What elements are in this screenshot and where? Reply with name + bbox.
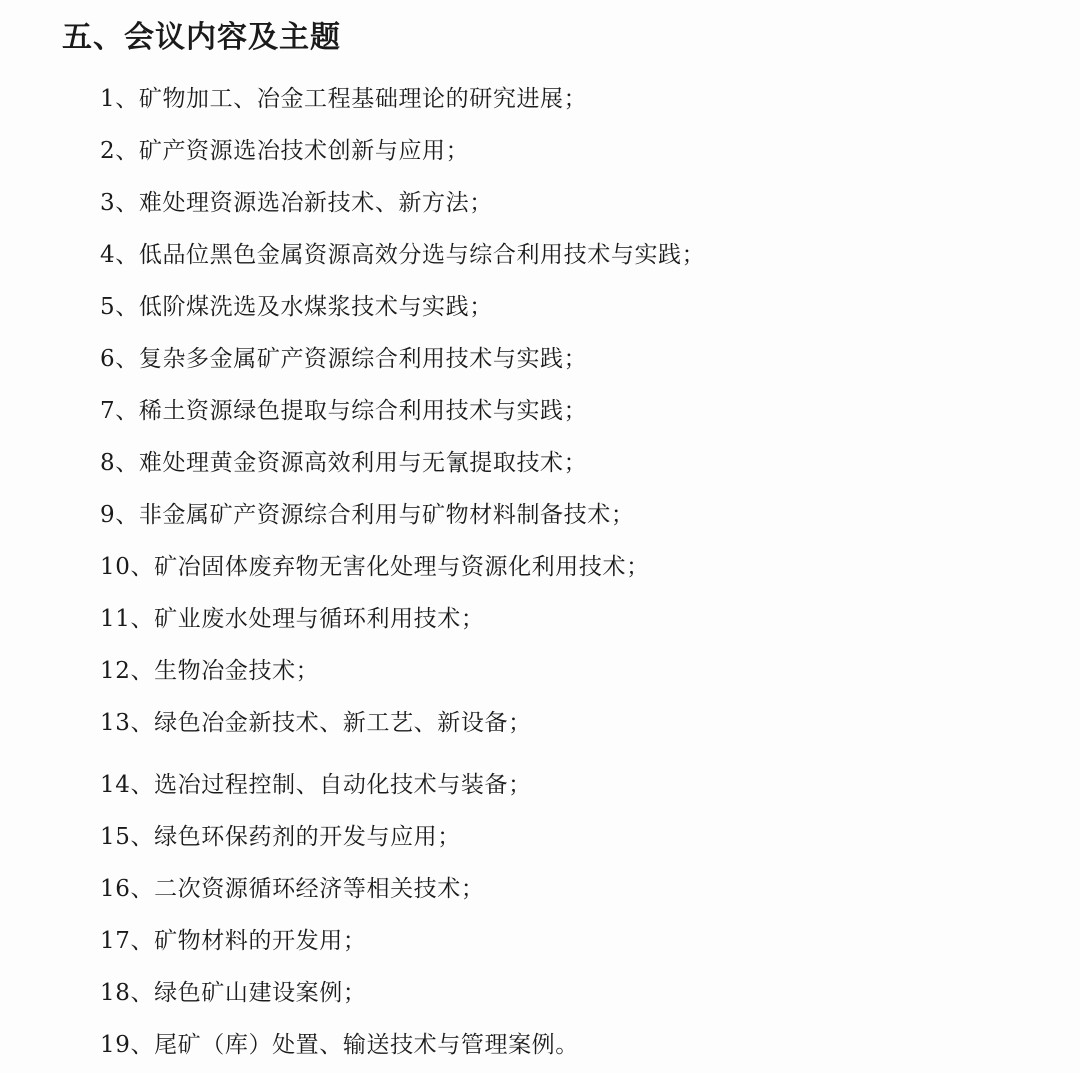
topic-text: 矿冶固体废弃物无害化处理与资源化利用技术；	[154, 554, 650, 580]
topic-text: 低品位黑色金属资源高效分选与综合利用技术与实践；	[138, 242, 706, 268]
topic-item	[100, 976, 366, 1010]
topic-text: 复杂多金属矿产资源综合利用技术与实践；	[138, 346, 588, 372]
topic-item	[100, 1028, 579, 1062]
topic-item	[100, 134, 469, 168]
topic-number: 9、	[100, 502, 139, 528]
topic-text: 选冶过程控制、自动化技术与装备；	[154, 772, 532, 798]
topic-number: 18、	[100, 980, 155, 1006]
topic-item	[100, 342, 587, 376]
topic-item	[100, 602, 484, 636]
topic-item	[100, 446, 587, 480]
topic-number: 19、	[100, 1032, 155, 1058]
topic-text: 低阶煤洗选及水煤浆技术与实践；	[138, 294, 493, 320]
topic-list	[100, 0, 1060, 1073]
topic-text: 绿色矿山建设案例；	[154, 980, 367, 1006]
topic-item	[100, 872, 484, 906]
topic-text: 稀土资源绿色提取与综合利用技术与实践；	[138, 398, 588, 424]
topic-number: 17、	[100, 928, 155, 954]
topic-item	[100, 706, 532, 740]
topic-item	[100, 290, 493, 324]
topic-text: 矿业废水处理与循环利用技术；	[154, 606, 485, 632]
topic-number: 16、	[100, 876, 155, 902]
topic-text: 难处理资源选冶新技术、新方法；	[138, 190, 493, 216]
topic-item	[100, 186, 493, 220]
topic-number: 15、	[100, 824, 155, 850]
topic-text: 矿产资源选冶技术创新与应用；	[138, 138, 470, 164]
topic-item	[100, 654, 319, 688]
topic-number: 11、	[100, 606, 155, 632]
topic-number: 6、	[100, 346, 139, 372]
topic-item	[100, 238, 705, 272]
topic-item	[100, 820, 461, 854]
topic-number: 10、	[100, 554, 155, 580]
topic-number: 1、	[100, 86, 139, 112]
topic-item	[100, 498, 634, 532]
topic-number: 2、	[100, 138, 139, 164]
topic-text: 绿色环保药剂的开发与应用；	[154, 824, 461, 850]
topic-text: 尾矿（库）处置、输送技术与管理案例。	[154, 1032, 579, 1058]
topic-number: 8、	[100, 450, 139, 476]
topic-text: 矿物加工、冶金工程基础理论的研究进展；	[138, 86, 588, 112]
topic-number: 14、	[100, 772, 155, 798]
topic-text: 非金属矿产资源综合利用与矿物材料制备技术；	[138, 502, 635, 528]
topic-item	[100, 768, 532, 802]
topic-text: 二次资源循环经济等相关技术；	[154, 876, 485, 902]
topic-text: 矿物材料的开发用；	[154, 928, 367, 954]
topic-number: 5、	[100, 294, 139, 320]
topic-text: 生物冶金技术；	[154, 658, 320, 684]
topic-item	[100, 924, 366, 958]
topic-number: 3、	[100, 190, 139, 216]
topic-item	[100, 550, 650, 584]
topic-text: 绿色冶金新技术、新工艺、新设备；	[154, 710, 532, 736]
section-heading: 五、会议内容及主题	[62, 20, 341, 55]
topic-item	[100, 394, 587, 428]
topic-number: 13、	[100, 710, 155, 736]
topic-text: 难处理黄金资源高效利用与无氰提取技术；	[138, 450, 588, 476]
topic-number: 4、	[100, 242, 139, 268]
topic-item	[100, 82, 587, 116]
topic-number: 7、	[100, 398, 139, 424]
topic-number: 12、	[100, 658, 155, 684]
